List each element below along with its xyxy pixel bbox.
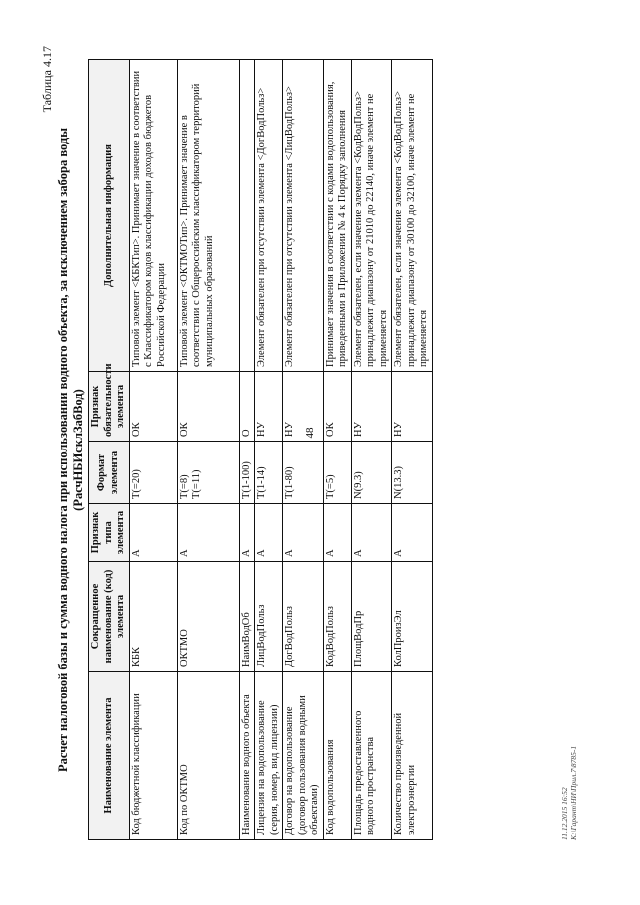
rotated-page-content [40, 40, 600, 860]
header-info: Дополнительная информация [89, 60, 130, 372]
table-row [392, 60, 433, 840]
table-row [323, 60, 351, 840]
cell-format: Т(1-100) [239, 442, 255, 504]
table-row [255, 60, 283, 840]
format-option [179, 446, 204, 499]
cell-info: Элемент обязателен при отсутствии элемента <ЛицВодПольз> [283, 60, 324, 372]
cell-name: Лицензия на водопользование (серия, номер, вид лицензии) [255, 672, 283, 840]
header-format: Формат элемента [89, 442, 130, 504]
cell-short-name: ЛицВодПольз [255, 562, 283, 672]
header-short-name: Сокращенное наименование (код) элемента [89, 562, 130, 672]
cell-required: НУ [255, 372, 283, 442]
cell-short-name: КолПроизЭл [392, 562, 433, 672]
cell-required: ОК [129, 372, 177, 442]
cell-type: А [239, 504, 255, 562]
footer-path: К:\Гарант\НИ\Прил.7\8785-1 [569, 745, 578, 840]
cell-name: Код бюджетной классификации [129, 672, 177, 840]
cell-short-name: ПлощВодПр [351, 562, 392, 672]
cell-short-name: НаимВодОб [239, 562, 255, 672]
table-caption: Таблица 4.17 [40, 46, 54, 113]
page-number: 48 [304, 427, 316, 439]
cell-info: Принимает значения в соответствии с кодами водопользования, приведенными в Приложении № 4 к Порядку заполнения [323, 60, 351, 372]
cell-format: Т(1-14) [255, 442, 283, 504]
cell-info: Элемент обязателен, если значение элемента <КодВодПольз> принадлежит диапазону от 21010 до 22140, иначе элемент не применяется [351, 60, 392, 372]
table-header-row [89, 60, 130, 840]
cell-type: А [255, 504, 283, 562]
format-option-line: Т(=8) [178, 474, 190, 499]
cell-required: НУ [351, 372, 392, 442]
table-title-line-2: (РасчНБИсклЗабВод) [71, 389, 85, 511]
cell-type: А [392, 504, 433, 562]
cell-name: Площадь предоставленного водного пространства [351, 672, 392, 840]
cell-info: Типовой элемент <КБКТип>. Принимает значение в соответствии с Классификатором кодов классификации доходов бюджетов Российской Федерации [129, 60, 177, 372]
cell-format: Т(=5) [323, 442, 351, 504]
cell-info: Элемент обязателен, если значение элемента <КодВодПольз> принадлежит диапазону от 30100 до 32100, иначе элемент не применяется [392, 60, 433, 372]
cell-name: Договор на водопользование (договор пользования водными объектами) [283, 672, 324, 840]
cell-required: НУ [283, 372, 324, 442]
cell-type: А [177, 504, 239, 562]
cell-format: N(13.3) [392, 442, 433, 504]
cell-required: ОК [323, 372, 351, 442]
table-title [56, 40, 86, 860]
cell-format: Т(1-80) [283, 442, 324, 504]
cell-info [239, 60, 255, 372]
table-row [177, 60, 239, 840]
format-option-line: Т(=11) [191, 469, 202, 499]
table-row [351, 60, 392, 840]
cell-info: Типовой элемент <ОКТМОТип>. Принимает значение в соответствии с Общероссийским классификатором территорий муниципальных образований [177, 60, 239, 372]
cell-format: N(9.3) [351, 442, 392, 504]
cell-name: Количество произведенной электроэнергии [392, 672, 433, 840]
cell-type: А [351, 504, 392, 562]
header-required: Признак обязательности элемента [89, 372, 130, 442]
table-row [283, 60, 324, 840]
cell-format: Т(=20) [129, 442, 177, 504]
cell-short-name: ОКТМО [177, 562, 239, 672]
cell-info: Элемент обязателен при отсутствии элемента <ДогВодПольз> [255, 60, 283, 372]
table-title-line-1: Расчет налоговой базы и сумма водного налога при использовании водного объекта, за исключением забора воды [56, 128, 70, 772]
table-row [129, 60, 177, 840]
header-type: Признак типа элемента [89, 504, 130, 562]
document-footer [560, 746, 578, 840]
cell-type: А [283, 504, 324, 562]
cell-name: Код по ОКТМО [177, 672, 239, 840]
cell-short-name: ДогВодПольз [283, 562, 324, 672]
cell-short-name: КодВодПольз [323, 562, 351, 672]
cell-type: А [323, 504, 351, 562]
cell-name: Наименование водного объекта [239, 672, 255, 840]
cell-name: Код водопользования [323, 672, 351, 840]
cell-required: НУ [392, 372, 433, 442]
elements-table [88, 59, 433, 840]
cell-type: А [129, 504, 177, 562]
cell-short-name: КБК [129, 562, 177, 672]
table-row [239, 60, 255, 840]
cell-required: О [239, 372, 255, 442]
cell-required: ОК [177, 372, 239, 442]
cell-format [177, 442, 239, 504]
header-name: Наименование элемента [89, 672, 130, 840]
footer-timestamp: 11.12.2015 16:52 [560, 787, 569, 840]
